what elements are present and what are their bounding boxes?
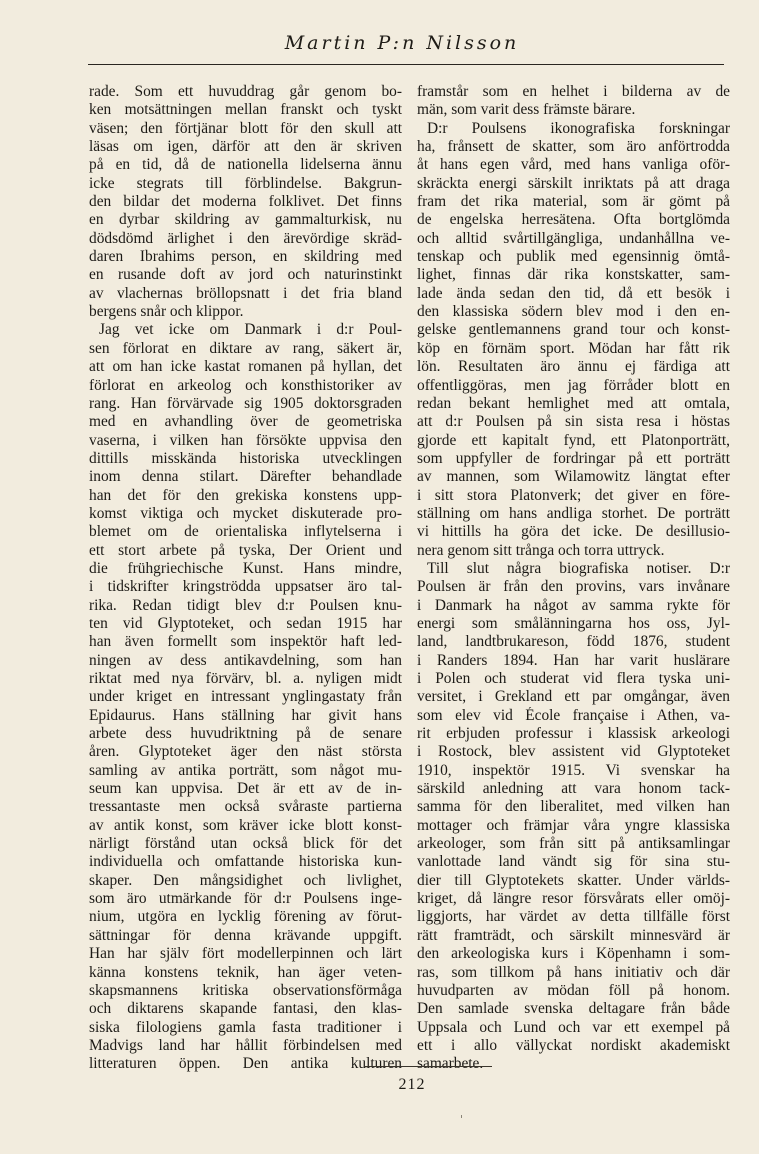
text-line: köp en förnäm sport. Mödan har fått rik [417,339,730,357]
text-line: i Randers 1894. Han har varit huslärare [417,651,730,669]
text-line: de engelska herresätena. Ofta bortglömda [417,211,730,229]
text-line: fram det rika material, som är gömt på [417,193,730,211]
text-line: ken motsättningen mellan franskt och tyskt [89,101,402,119]
text-line: Uppsala och Lund och var ett exempel på [417,1018,730,1036]
text-line: riktat med nya förvärv, bl. a. nyligen midt [89,670,402,687]
text-line: vi hittills ha göra det icke. De desillusio- [417,523,730,541]
text-line: kriget, då längre resor försvårats eller omöj- [417,890,730,908]
text-line: som äro utmärkande för d:r Poulsens inge- [89,890,402,908]
text-line: samling av antika porträtt, som något mu- [89,761,402,779]
text-line: 1910, inspektör 1915. Vi svenskar ha [417,761,730,779]
text-line: särskild anledning att vara honom tack- [417,780,730,798]
text-line: skapsmannens kritiska observationsförmåga [89,981,402,999]
text-line: tressantaste men också svåraste partierna [89,798,402,816]
text-line: han även formellt som inspektör haft led- [89,633,402,651]
text-line: ten vid Glyptoteket, och sedan 1915 har [89,614,402,632]
text-line: ha, frånsett de skatter, som äro anförtrodda [417,138,730,156]
text-line: arbete dess huvudriktning på de senare [89,725,402,743]
text-line: D:r Poulsens ikonografiska forskningar [427,119,730,137]
header-rule [88,64,724,65]
text-line: sättningar för denna krävande uppgift. [89,926,402,944]
text-line: rang. Han förvärvade sig 1905 doktorsgraden [89,394,402,412]
text-line: skaper. Den mångsidighet och livlighet, [89,871,402,889]
text-line: daren Ibrahims person, en skildring med [89,248,402,266]
text-line: inom denna stilart. Därefter behandlade [89,468,402,486]
text-line: komst viktiga och mycket diskuterade pro- [89,504,402,522]
text-line: lighet, finnas där rika konstskatter, sam- [417,266,730,284]
text-line: nium, utgöra en lycklig förening av förut- [89,908,402,926]
text-line: som uppfyller de fordringar på ett porträtt [417,449,730,467]
text-line: i Polen och studerat vid flera tyska uni- [417,670,730,687]
text-line: samma för den liberalitet, med vilken han [417,798,730,816]
text-line: lön. Resultaten äro ännu ej färdiga att [417,358,730,376]
text-line: Poulsen är från den provins, vars invånare [417,578,730,596]
text-line: ett stort arbete på tyska, Der Orient und [89,541,402,559]
text-line: en rusande doft av jord och naturinstinkt [89,266,402,284]
text-line: den arkeologiska kurs i Köpenhamn i som- [417,945,730,963]
text-line: dier till Glyptotekets skatter. Under världs- [417,871,730,889]
text-line: Han har själv fört modellerpinnen och lärt [89,945,402,963]
text-line: vaserna, i vilken han försökte uppvisa den [89,431,402,449]
text-line: att d:r Poulsen på sin sista resa i höstas [417,413,730,431]
footer-rule [364,1066,492,1067]
text-line: i sitt stora Platonverk; det giver en före- [417,486,730,504]
text-line: i Danmark ha något av samma rykte för [417,596,730,614]
text-line: die frühgriechische Kunst. Hans mindre, [89,559,402,577]
text-line: lade ända sedan den tid, då ett besök i [417,284,730,302]
text-line: litteraturen öppen. Den antika kulturen [89,1055,402,1073]
text-line: av mannen, som Wilamowitz längtat efter [417,468,730,486]
text-line: åren. Glyptoteket äger den näst största [89,743,402,761]
text-line: dödsdömd ärlighet i den ärevördige skräd- [89,229,402,247]
text-line: Till slut några biografiska notiser. D:r [427,559,730,577]
text-line: ningen av dess antikavdelning, som han [89,651,402,669]
text-line: land, landtbrukareson, född 1876, student [417,633,730,651]
text-line: väsen; den förtjänar blott för den skull att [89,119,402,137]
text-line: nera genom sitt trånga och torra uttryck. [417,541,665,559]
text-line: bergens snår och klippor. [89,303,244,321]
text-line: rade. Som ett huvuddrag går genom bo- [89,83,402,100]
text-line: Madvigs land har hållit förbindelsen med [89,1036,402,1054]
text-line: ställning om hans andliga storhet. De porträtt [417,504,730,522]
text-line: av antik konst, som kräver icke blott konst- [89,816,402,834]
text-line: vanlottade land vändt sig för sina stu- [417,853,730,871]
text-line: versitet, i Grekland ett par omgångar, även [417,688,730,706]
left-column [89,83,402,1074]
text-line: offentliggöras, men jag förråder blott en [417,376,730,394]
text-line: den bildar det moderna folklivet. Det finns [89,193,402,211]
text-line: huvudparten av mödan föll på honom. [417,981,730,999]
text-line: mottager och främjar våra yngre klassiska [417,816,730,834]
text-line: med en avhandling över de geometriska [89,413,402,431]
right-column [417,83,730,1074]
text-line: siska filologiens gamla fasta traditioner i [89,1018,402,1036]
running-head: Martin P:n Nilsson [284,32,520,54]
text-line: läsas om igen, därför att den är skriven [89,138,402,156]
text-line: ett i allo vällyckat nordiskt akademiskt [417,1036,730,1054]
text-line: Epidaurus. Hans ställning har givit hans [89,706,402,724]
text-line: och alltid svårtillgängliga, undanhållna ve- [417,229,730,247]
text-line: en dyrbar skildring av gammalturkisk, nu [89,211,402,229]
text-line: framstår som en helhet i bilderna av de [417,83,730,100]
text-line: individuella och omfattande historiska kun- [89,853,402,871]
paper-speck [461,1115,462,1118]
text-line: blemet om de orientaliska inflytelserna i [89,523,402,541]
text-line: av vlachernas bröllopsnatt i det fria bland [89,284,402,302]
text-line: liggjorts, har värdet av detta tillfälle först [417,908,730,926]
text-line: icke stegrats till förblindelse. Bakgrun- [89,174,402,192]
text-line: Jag vet icke om Danmark i d:r Poul- [99,321,402,339]
text-line: rit erbjuden professur i klassisk arkeologi [417,725,730,743]
text-line: rätt framträdt, och särskilt minnesvärd är [417,926,730,944]
text-line: känna konstens teknik, han äger veten- [89,963,402,981]
text-line: rika. Redan tidigt blev d:r Poulsen knu- [89,596,402,614]
text-line: och diktarens skapande fantasi, den klas- [89,1000,402,1018]
text-line: arkeologer, som från sitt på antiksamlingar [417,835,730,853]
text-line: skräckta energi särskilt inriktats på att draga [417,174,730,192]
text-line: åt hans egen vård, med hans vanliga oför- [417,156,730,174]
text-line: att om han icke kastat romanen på hyllan, det [89,358,402,376]
text-line: ras, som tillkom på hans initiativ och där [417,963,730,981]
text-line: samarbete. [417,1055,484,1073]
text-line: under kriget en intressant ynglingastaty från [89,688,402,706]
text-line: sen förlorat en diktare av rang, säkert är, [89,339,402,357]
text-line: dittills misskända historiska utvecklingen [89,449,402,467]
text-line: i tidskrifter kringströdda uppsatser äro tal- [89,578,402,596]
text-line: på en tid, då de nationella lidelserna ännu [89,156,402,174]
text-line: energi som smålänningarna hos oss, Jyl- [417,614,730,632]
text-line: män, som varit dess främste bärare. [417,101,636,119]
text-line: han det för den grekiska konstens upp- [89,486,402,504]
text-line: tenskap och publik med egensinnig ömtå- [417,248,730,266]
text-line: som elev vid École française i Athen, va- [417,706,730,724]
text-line: Den samlade svenska deltagare från både [417,1000,730,1018]
text-line: gelske gentlemannens grand tour och konst- [417,321,730,339]
text-line: gjorde ett kapitalt fynd, ett Platonporträtt, [417,431,730,449]
text-line: redan bekant hemlighet med att omtala, [417,394,730,412]
text-line: den klassiska södern blev mod i den en- [417,303,730,321]
text-line: seum kan uppvisa. Det är ett av de in- [89,780,402,798]
text-line: närligt förstånd utan också blick för det [89,835,402,853]
text-line: i Rostock, blev assistent vid Glyptoteket [417,743,730,761]
page-number: 212 [398,1076,426,1093]
text-line: förlorat en arkeolog och konsthistoriker av [89,376,402,394]
